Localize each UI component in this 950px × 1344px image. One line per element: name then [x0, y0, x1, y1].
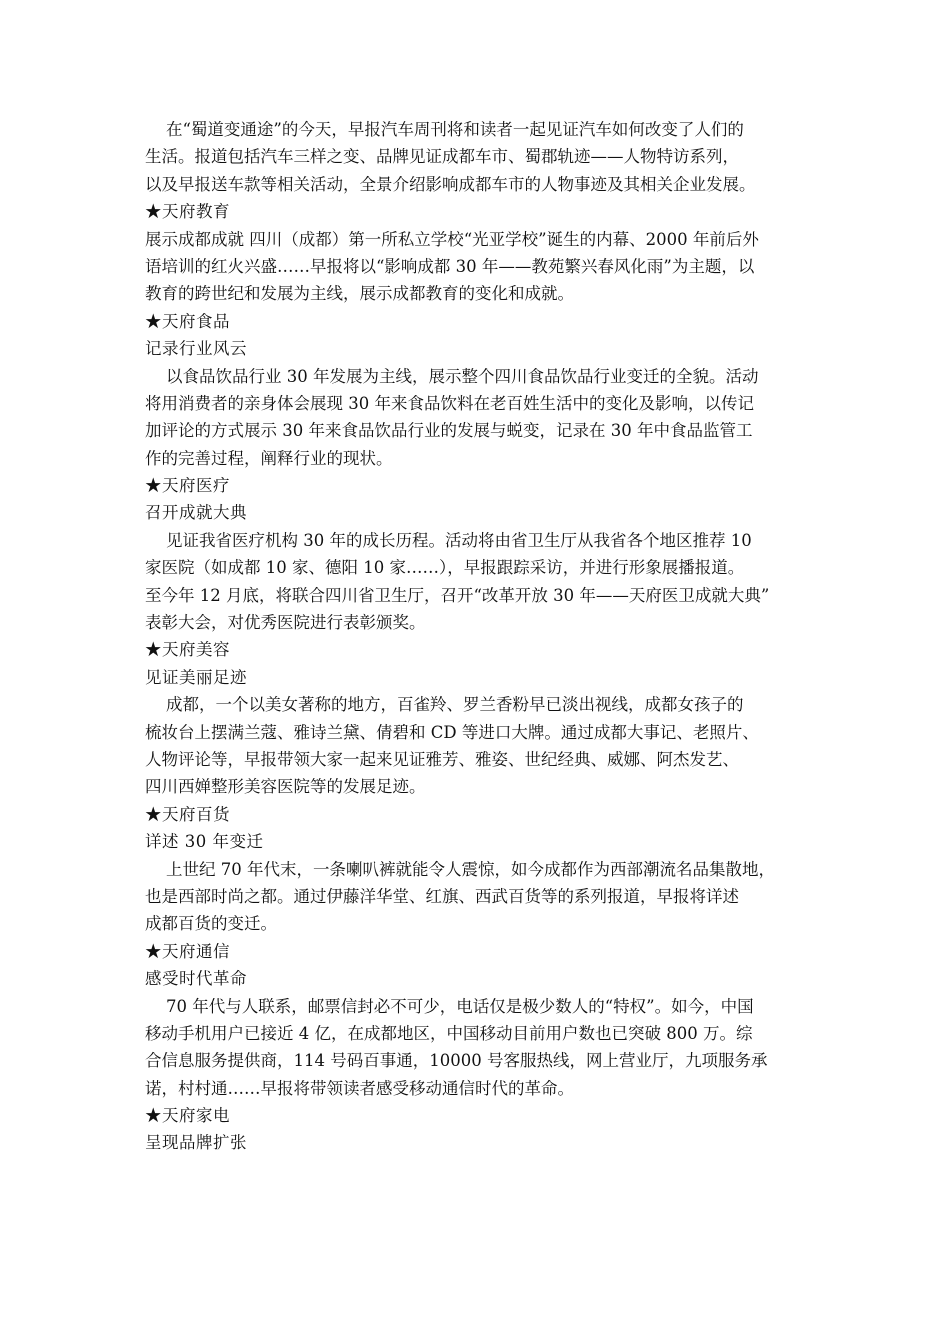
paragraph-line: 生活。报道包括汽车三样之变、品牌见证成都车市、蜀郡轨迹——人物特访系列，	[145, 147, 739, 167]
section-heading: 详述 30 年变迁	[145, 832, 264, 852]
paragraph-line: 语培训的红火兴盛……早报将以“影响成都 30 年——教苑繁兴春风化雨”为主题，以	[145, 256, 755, 276]
paragraph-line: 教育的跨世纪和发展为主线，展示成都教育的变化和成就。	[145, 284, 574, 304]
paragraph-line: 成都，一个以美女著称的地方，百雀羚、罗兰香粉早已淡出视线，成都女孩子的	[166, 695, 744, 715]
section-heading: ★天府美容	[145, 640, 230, 660]
paragraph-line: 也是西部时尚之都。通过伊藤洋华堂、红旗、西武百货等的系列报道，早报将详述	[145, 886, 739, 906]
paragraph-line: 展示成都成就 四川（成都）第一所私立学校“光亚学校”诞生的内幕、2000 年前后外	[145, 229, 759, 249]
section-heading: ★天府食品	[145, 311, 230, 331]
paragraph-line: 上世纪 70 年代末，一条喇叭裤就能令人震惊，如今成都作为西部潮流名品集散地，	[166, 859, 775, 879]
paragraph-line: 移动手机用户已接近 4 亿，在成都地区，中国移动目前用户数也已突破 800 万。综	[145, 1023, 753, 1043]
section-heading: 见证美丽足迹	[145, 667, 247, 687]
section-heading: 记录行业风云	[145, 339, 247, 359]
paragraph-line: 四川西婵整形美容医院等的发展足迹。	[145, 777, 426, 797]
paragraph-line: 加评论的方式展示 30 年来食品饮品行业的发展与蜕变，记录在 30 年中食品监管工	[145, 421, 753, 441]
paragraph-line: 作的完善过程，阐释行业的现状。	[145, 448, 393, 468]
paragraph-line: 以食品饮品行业 30 年发展为主线，展示整个四川食品饮品行业变迁的全貌。活动	[166, 366, 759, 386]
paragraph-line: 家医院（如成都 10 家、德阳 10 家……），早报跟踪采访，并进行形象展播报道。	[145, 558, 745, 578]
paragraph-line: 梳妆台上摆满兰蔻、雅诗兰黛、倩碧和 CD 等进口大牌。通过成都大事记、老照片、	[145, 722, 759, 742]
paragraph-line: 在“蜀道变通途”的今天，早报汽车周刊将和读者一起见证汽车如何改变了人们的	[166, 120, 744, 139]
section-heading: 呈现品牌扩张	[145, 1133, 247, 1153]
paragraph-line: 诺，村村通……早报将带领读者感受移动通信时代的革命。	[145, 1078, 574, 1098]
paragraph-line: 至今年 12 月底，将联合四川省卫生厅，召开“改革开放 30 年——天府医卫成就大典”	[145, 585, 770, 605]
paragraph-line: 合信息服务提供商，114 号码百事通，10000 号客服热线，网上营业厅，九项服务承	[145, 1051, 768, 1071]
paragraph-line: 以及早报送车款等相关活动，全景介绍影响成都车市的人物事迹及其相关企业发展。	[145, 174, 756, 194]
section-heading: ★天府家电	[145, 1106, 230, 1126]
section-heading: ★天府百货	[145, 804, 230, 824]
paragraph-line: 70 年代与人联系，邮票信封必不可少，电话仅是极少数人的“特权”。如今，中国	[166, 996, 754, 1016]
paragraph-line: 见证我省医疗机构 30 年的成长历程。活动将由省卫生厅从我省各个地区推荐 10	[166, 530, 752, 550]
document-page	[145, 116, 835, 1157]
paragraph-line: 表彰大会，对优秀医院进行表彰颁奖。	[145, 613, 426, 633]
paragraph-line: 将用消费者的亲身体会展现 30 年来食品饮料在老百姓生活中的变化及影响，以传记	[145, 393, 754, 413]
section-heading: ★天府通信	[145, 941, 230, 961]
paragraph-line: 人物评论等，早报带领大家一起来见证雅芳、雅姿、世纪经典、威娜、阿杰发艺、	[145, 749, 739, 769]
section-heading: 感受时代革命	[145, 969, 247, 989]
paragraph-line: 成都百货的变迁。	[145, 914, 277, 934]
section-heading: ★天府教育	[145, 202, 230, 222]
section-heading: ★天府医疗	[145, 476, 230, 496]
section-heading: 召开成就大典	[145, 503, 247, 523]
